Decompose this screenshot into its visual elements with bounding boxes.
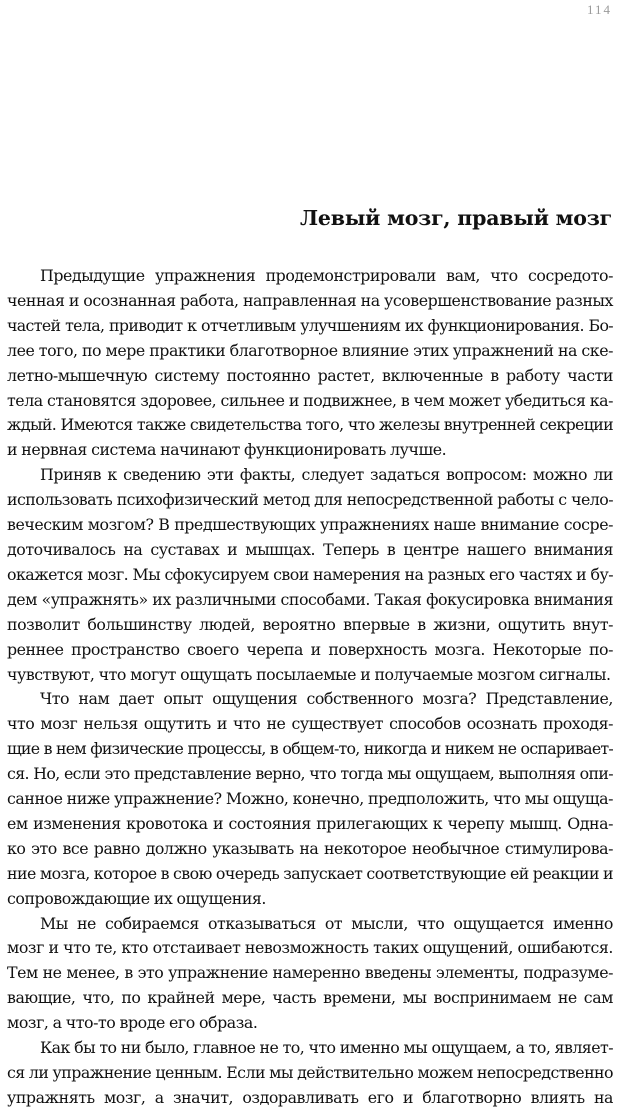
text-line: тела становятся здоровее, сильнее и подвижнее, в чем может убедиться ка- bbox=[7, 390, 613, 410]
text-line: ченная и осознанная работа, направленная на усовершенствование разных bbox=[7, 290, 613, 310]
text-line: ко это все равно должно указывать на некоторое необычное стимулирова- bbox=[7, 838, 613, 858]
text-line: веческим мозгом? В предшествующих упражнениях наше внимание сосре- bbox=[7, 515, 613, 535]
text-line: лее того, по мере практики благотворное влияние этих упражнений на ске- bbox=[7, 340, 613, 360]
text-line: сопровождающие их ощущения. bbox=[7, 888, 267, 908]
text-line: упражнять мозг, а значит, оздоравливать его и благотворно влиять на bbox=[7, 1087, 613, 1107]
text-line: санное ниже упражнение? Можно, конечно, предположить, что мы ощуща- bbox=[7, 789, 613, 809]
text-line: Как бы то ни было, главное не то, что именно мы ощущаем, а то, являет- bbox=[40, 1038, 613, 1058]
page-number: 114 bbox=[586, 2, 612, 17]
text-line: Тем не менее, в это упражнение намеренно введены элементы, подразуме- bbox=[7, 963, 613, 983]
text-line: ся. Но, если это представление верно, что тогда мы ощущаем, выполняя опи- bbox=[7, 764, 613, 784]
text-line: Приняв к сведению эти факты, следует задаться вопросом: можно ли bbox=[40, 465, 613, 485]
text-line: ждый. Имеются также свидетельства того, что железы внутренней секреции bbox=[7, 415, 613, 435]
text-line: использовать психофизический метод для непосредственной работы с чело- bbox=[7, 490, 613, 510]
text-line: мозг и что те, кто отстаивает невозможность таких ощущений, ошибаются. bbox=[7, 938, 613, 958]
text-line: доточивалось на суставах и мышцах. Теперь в центре нашего внимания bbox=[7, 539, 613, 559]
text-line: летно-мышечную систему постоянно растет, включенные в работу части bbox=[7, 365, 613, 385]
text-line: частей тела, приводит к отчетливым улучшениям их функционирования. Бо- bbox=[7, 315, 613, 335]
text-line: Предыдущие упражнения продемонстрировали вам, что сосредото- bbox=[40, 266, 613, 285]
text-line: чувствуют, что могут ощущать посылаемые и получаемые мозгом сигналы. bbox=[7, 664, 611, 684]
text-line: ем изменения кровотока и состояния прилегающих к черепу мышц. Одна- bbox=[7, 813, 613, 833]
text-line: ся ли упражнение ценным. Если мы действительно можем непосредственно bbox=[7, 1063, 613, 1082]
body-text bbox=[7, 264, 613, 1111]
text-line: что мозг нельзя ощутить и что не существует способов осознать проходя- bbox=[7, 714, 613, 734]
text-line: ние мозга, которое в свою очередь запускает соответствующие ей реакции и bbox=[7, 863, 613, 883]
text-line: реннее пространство своего черепа и поверхность мозга. Некоторые по- bbox=[7, 639, 613, 659]
text-line: окажется мозг. Мы сфокусируем свои намерения на разных его частях и бу- bbox=[7, 564, 613, 584]
text-line: дем «упражнять» их различными способами. Такая фокусировка внимания bbox=[7, 589, 613, 609]
text-line: вающие, что, по крайней мере, часть времени, мы воспринимаем не сам bbox=[7, 988, 613, 1008]
section-heading: Левый мозг, правый мозг bbox=[300, 206, 612, 230]
text-line: мозг, а что-то вроде его образа. bbox=[7, 1013, 258, 1033]
text-line: щие в нем физические процессы, в общем-то, никогда и никем не оспаривает- bbox=[7, 739, 613, 759]
text-line: позволит большинству людей, вероятно впервые в жизни, ощутить внут- bbox=[7, 614, 613, 634]
text-line: Мы не собираемся отказываться от мысли, что ощущается именно bbox=[40, 913, 613, 933]
text-line: Что нам дает опыт ощущения собственного мозга? Представление, bbox=[40, 689, 613, 709]
text-line: и нервная система начинают функционировать лучше. bbox=[7, 440, 447, 460]
